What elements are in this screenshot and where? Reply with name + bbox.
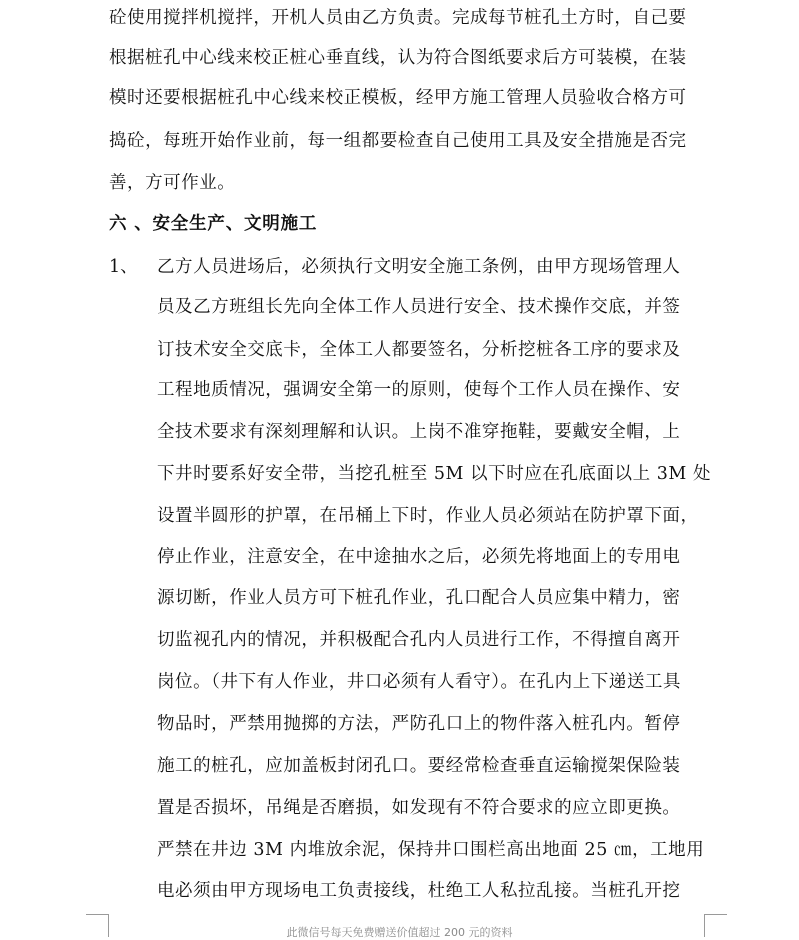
- item-line-11: 岗位。（井下有人作业，井口必须有人看守）。在孔内上下递送工具: [157, 672, 681, 692]
- item-line-5: 全技术要求有深刻理解和认识。上岗不准穿拖鞋，要戴安全帽，上: [157, 422, 681, 442]
- item-line-2: 员及乙方班组长先向全体工作人员进行安全、技术操作交底，并签: [157, 297, 681, 317]
- section-heading: 六 、安全生产、文明施工: [109, 214, 318, 234]
- item-line-15: 严禁在井边 3M 内堆放余泥，保持井口围栏高出地面 25 ㎝，工地用: [157, 840, 705, 860]
- footer-note: 此微信号每天免费赠送价值超过 200 元的资料: [286, 926, 513, 939]
- item-line-6: 下井时要系好安全带，当挖孔桩至 5M 以下时应在孔底面以上 3M 处: [157, 464, 712, 484]
- item-line-14: 置是否损坏，吊绳是否磨损，如发现有不符合要求的应立即更换。: [157, 798, 681, 818]
- list-item-number: 1、: [109, 257, 138, 277]
- item-line-12: 物品时，严禁用抛掷的方法，严防孔口上的物件落入桩孔内。暂停: [157, 714, 681, 734]
- item-line-8: 停止作业，注意安全，在中途抽水之后，必须先将地面上的专用电: [157, 547, 681, 567]
- item-line-1: 乙方人员进场后，必须执行文明安全施工条例，由甲方现场管理人: [157, 257, 681, 277]
- item-line-3: 订技术安全交底卡，全体工人都要签名，分析挖桩各工序的要求及: [157, 340, 681, 360]
- item-line-9: 源切断，作业人员方可下桩孔作业，孔口配合人员应集中精力，密: [157, 588, 681, 608]
- intro-line-1: 砼使用搅拌机搅拌，开机人员由乙方负责。完成每节桩孔土方时，自己要: [109, 8, 687, 28]
- item-line-16: 电必须由甲方现场电工负责接线，杜绝工人私拉乱接。当桩孔开挖: [157, 881, 681, 901]
- item-line-10: 切监视孔内的情况，并积极配合孔内人员进行工作，不得擅自离开: [157, 630, 681, 650]
- intro-line-5: 善，方可作业。: [109, 173, 236, 193]
- intro-line-3: 模时还要根据桩孔中心线来校正模板，经甲方施工管理人员验收合格方可: [109, 88, 687, 108]
- item-line-4: 工程地质情况，强调安全第一的原则，使每个工作人员在操作、安: [157, 380, 681, 400]
- intro-line-4: 捣砼，每班开始作业前，每一组都要检查自己使用工具及安全措施是否完: [109, 131, 687, 151]
- item-line-7: 设置半圆形的护罩，在吊桶上下时，作业人员必须站在防护罩下面，: [157, 506, 699, 526]
- item-line-13: 施工的桩孔，应加盖板封闭孔口。要经常检查垂直运输搅架保险装: [157, 756, 681, 776]
- intro-line-2: 根据桩孔中心线来校正桩心垂直线，认为符合图纸要求后方可装模，在装: [109, 48, 687, 68]
